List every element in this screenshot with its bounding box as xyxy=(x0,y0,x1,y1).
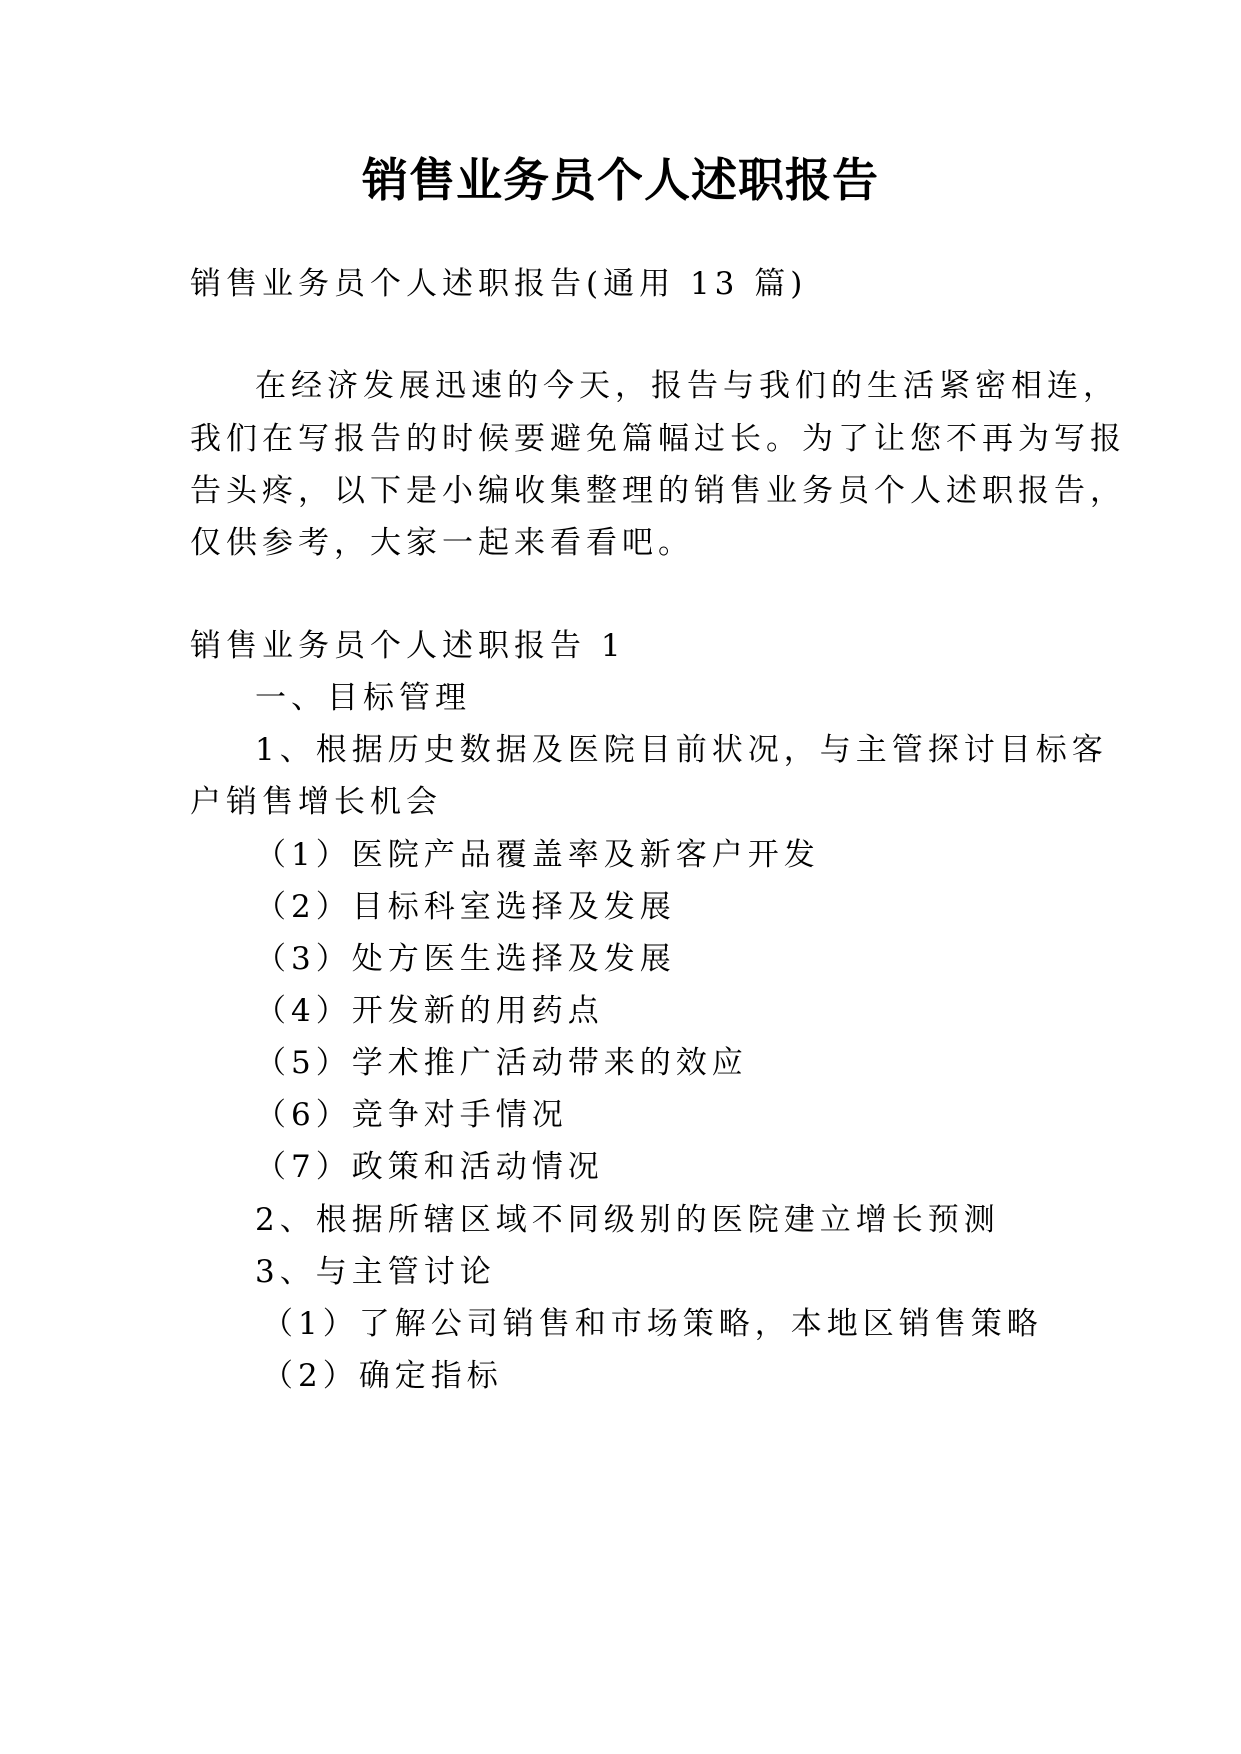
body-line: （3）处方医生选择及发展 xyxy=(255,941,676,977)
body-line: （6）竞争对手情况 xyxy=(255,1097,568,1133)
body-line: （7）政策和活动情况 xyxy=(255,1149,604,1185)
body-line: （1）了解公司销售和市场策略，本地区销售策略 xyxy=(262,1306,1043,1342)
body-line: （4）开发新的用药点 xyxy=(255,993,604,1029)
body-line: （5）学术推广活动带来的效应 xyxy=(255,1045,748,1081)
intro-line: 告头疼，以下是小编收集整理的销售业务员个人述职报告， xyxy=(190,473,1126,509)
body-line: （2）确定指标 xyxy=(262,1358,503,1394)
body-line: 一、目标管理 xyxy=(255,680,471,716)
intro-line: 仅供参考，大家一起来看看吧。 xyxy=(190,525,694,561)
body-line: 户销售增长机会 xyxy=(190,784,442,820)
document-title: 销售业务员个人述职报告 xyxy=(362,153,879,207)
intro-line: 我们在写报告的时候要避免篇幅过长。为了让您不再为写报 xyxy=(190,421,1126,457)
section-heading: 销售业务员个人述职报告 1 xyxy=(190,628,626,664)
intro-line: 在经济发展迅速的今天，报告与我们的生活紧密相连， xyxy=(255,368,1119,404)
body-line: 1、根据历史数据及医院目前状况，与主管探讨目标客 xyxy=(255,732,1108,768)
body-line: 2、根据所辖区域不同级别的医院建立增长预测 xyxy=(255,1202,1000,1238)
document-subtitle: 销售业务员个人述职报告(通用 13 篇) xyxy=(190,266,808,302)
body-line: 3、与主管讨论 xyxy=(255,1254,496,1290)
body-line: （2）目标科室选择及发展 xyxy=(255,889,676,925)
body-line: （1）医院产品覆盖率及新客户开发 xyxy=(255,837,820,873)
